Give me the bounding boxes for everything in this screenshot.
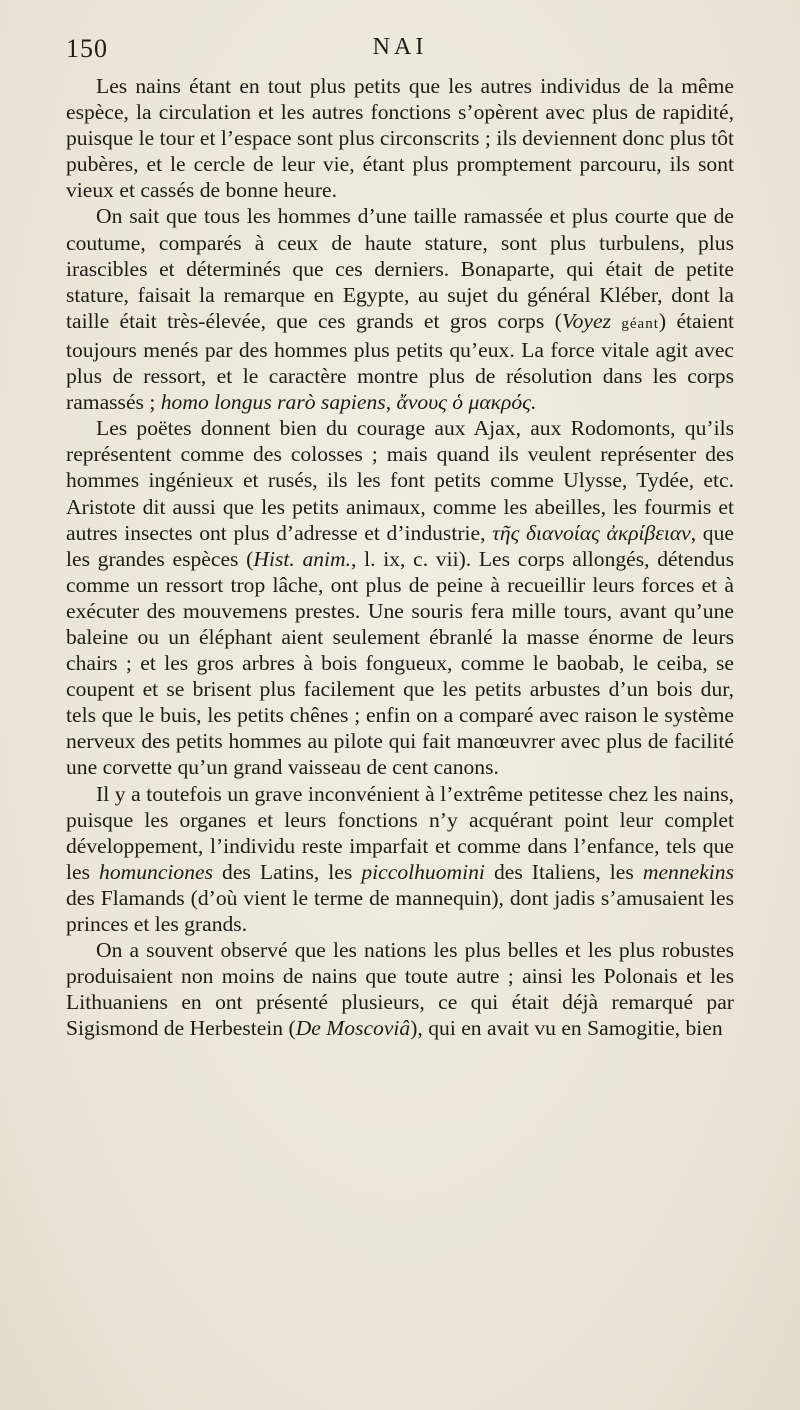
italic-term: mennekins (642, 859, 734, 884)
paragraph-text: Les poëtes donnent bien du courage aux Ajax, aux Rodomonts, qu’ils représentent comme des colosses ; mais quand ils veulent représenter des hommes ingénieux et rusés, ils les font petits comme Ulysse, Tydée, etc. Aristote dit aussi que les petits animaux, comme les abeilles, les fourmis et autres insectes ont plus d’adresse et d’industrie, (66, 416, 734, 545)
paragraph-3 (66, 415, 734, 780)
greek-quotation: ἄνους ὁ μακρός. (396, 390, 537, 415)
paragraph-4 (66, 781, 734, 938)
paragraph-text: ) étaient toujours menés par des hommes plus petits qu’eux. La force vitale agit avec plus de ressort, et le caractère montre plus de résolution dans les corps ramassés ; (66, 308, 735, 415)
paragraph-text: des Latins, les (213, 859, 362, 884)
italic-reference: Voyez (561, 308, 611, 333)
paragraph-text: des Flamands (d’où vient le terme de mannequin), dont jadis s’amusaient les princes et les grands. (66, 885, 734, 936)
italic-reference: De Moscoviâ (295, 1016, 411, 1041)
paragraph-text: ), qui en avait vu en Samogitie, bien (410, 1016, 723, 1041)
paragraph-text: , que les grandes espèces ( (66, 520, 734, 571)
paragraph-text: On sait que tous les hommes d’une taille ramassée et plus courte que de coutume, comparés à ceux de haute stature, sont plus turbulens, plus irascibles et déterminés que ces derniers. Bonaparte, qui était de petite stature, faisait la remarque en Egypte, au sujet du général Kléber, dont la taille était très-élevée, que ces grands et gros corps ( (66, 204, 734, 333)
greek-quotation: τῆς διανοίας ἀκρίβειαν (492, 520, 691, 545)
paragraph-text: , (385, 390, 397, 415)
paragraph-text: Les nains étant en tout plus petits que les autres individus de la même espèce, la circulation et les autres fonctions s’opèrent avec plus de rapidité, puisque le tour et l’espace sont plus circonscrits ; ils deviennent donc plus tôt pubères, et le cercle de leur vie, étant plus promptement parcouru, ils sont vieux et cassés de bonne heure. (66, 74, 734, 203)
italic-term: homunciones (99, 859, 213, 884)
body-text (66, 73, 734, 1041)
paragraph-text: , l. ix, c. vii). Les corps allongés, détendus comme un ressort trop lâche, ont plus de peine à recueillir leurs forces et à exécuter des mouvemens prestes. Une souris fera mille tours, avant qu’une baleine ou un éléphant aient seulement ébranlé la masse énorme de leurs chairs ; et les gros arbres à bois fongueux, comme le baobab, le ceiba, se coupent et se brisent plus facilement que les petits arbustes d’un bois dur, tels que le buis, les petits chênes ; enfin on a comparé avec raison le système nerveux des petits hommes au pilote qui fait manœuvrer avec plus de facilité une corvette qu’un grand vaisseau de cent canons. (66, 546, 735, 780)
paragraph-2 (66, 203, 734, 415)
paragraph-1 (66, 73, 734, 203)
page-header (66, 34, 734, 70)
italic-term: piccolhuomini (361, 859, 485, 884)
latin-quotation: homo longus rarò sapiens (160, 390, 386, 415)
paragraph-text: On a souvent observé que les nations les plus belles et les plus robustes produisaient non moins de nains que toute autre ; ainsi les Polonais et les Lithuaniens en ont présenté plusieurs, ce qui était déjà remarqué par Sigismond de Herbestein ( (66, 938, 734, 1041)
paragraph-5 (66, 937, 734, 1041)
small-caps-reference: géant (621, 315, 659, 332)
italic-reference: Hist. anim. (253, 546, 352, 571)
running-head: NAI (372, 34, 428, 60)
page-number: 150 (66, 34, 108, 63)
paragraph-text: des Italiens, les (484, 859, 643, 884)
paragraph-text: Il y a toutefois un grave inconvénient à l’extrême petitesse chez les nains, puisque les organes et leurs fonctions n’y acquérant point leur complet développement, l’individu reste imparfait et comme dans l’enfance, tels que les (66, 781, 734, 884)
